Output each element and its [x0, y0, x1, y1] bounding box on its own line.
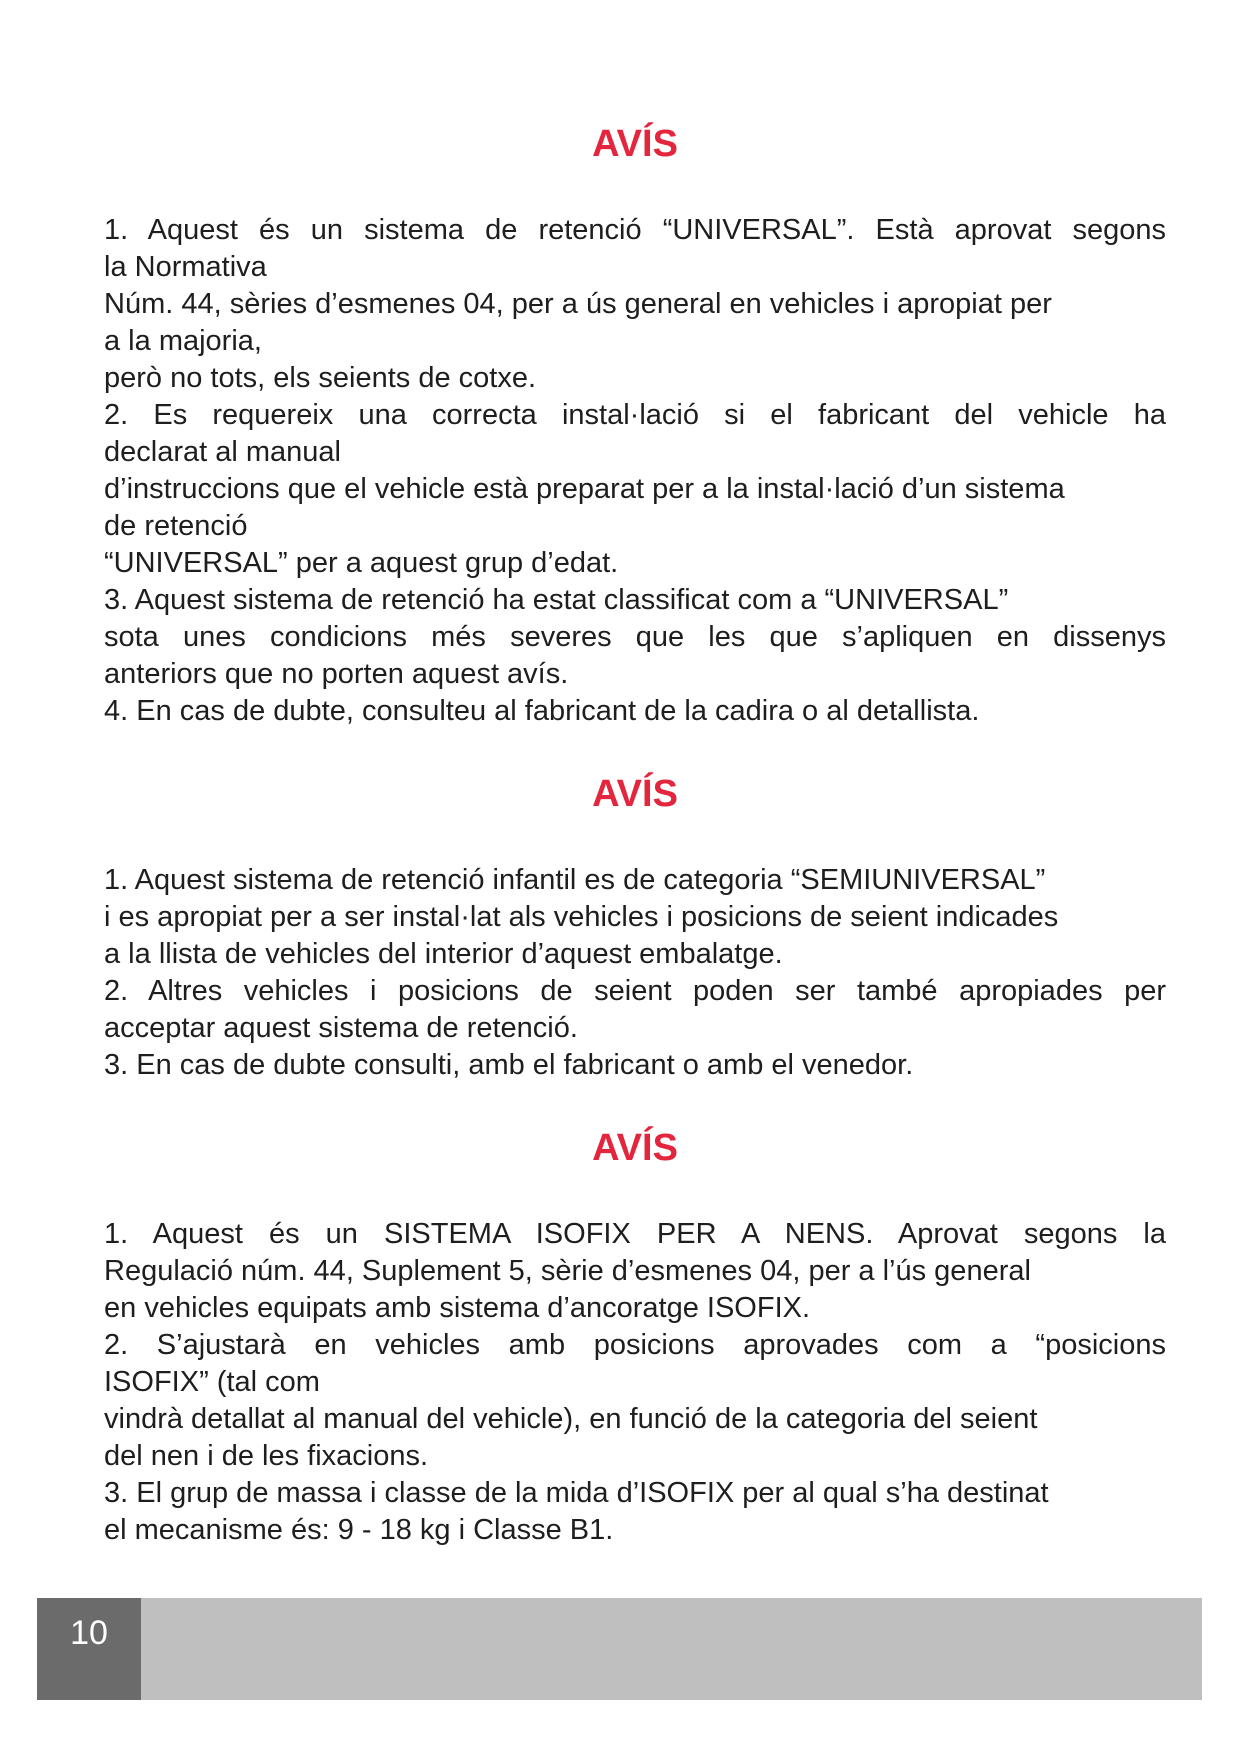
section-3-title: AVÍS: [592, 1127, 678, 1169]
text-line: el mecanisme és: 9 - 18 kg i Classe B1.: [104, 1514, 614, 1546]
text-line: 2. S’ajustarà en vehicles amb posicions aprovades com a “posicions: [104, 1329, 1166, 1361]
text-line: 1. Aquest sistema de retenció infantil es de categoria “SEMIUNIVERSAL”: [104, 864, 1046, 896]
text-line: acceptar aquest sistema de retenció.: [104, 1012, 578, 1044]
text-line: a la llista de vehicles del interior d’aquest embalatge.: [104, 938, 783, 970]
page-number: 10: [37, 1598, 141, 1700]
text-line: 3. En cas de dubte consulti, amb el fabricant o amb el venedor.: [104, 1049, 914, 1081]
text-line: 3. Aquest sistema de retenció ha estat classificat com a “UNIVERSAL”: [104, 584, 1009, 616]
text-line: vindrà detallat al manual del vehicle), en funció de la categoria del seient: [104, 1403, 1038, 1435]
text-line: i es apropiat per a ser instal·lat als vehicles i posicions de seient indicades: [104, 901, 1059, 933]
text-line: en vehicles equipats amb sistema d’ancoratge ISOFIX.: [104, 1292, 811, 1324]
text-line: d’instruccions que el vehicle està preparat per a la instal·lació d’un sistema: [104, 473, 1065, 505]
text-line: 1. Aquest és un SISTEMA ISOFIX PER A NENS. Aprovat segons la: [104, 1218, 1166, 1250]
text-line: 2. Altres vehicles i posicions de seient poden ser també apropiades per: [104, 975, 1166, 1007]
text-line: 1. Aquest és un sistema de retenció “UNIVERSAL”. Està aprovat segons: [104, 214, 1166, 246]
text-line: a la majoria,: [104, 325, 262, 357]
text-line: declarat al manual: [104, 436, 341, 468]
text-line: Núm. 44, sèries d’esmenes 04, per a ús general en vehicles i apropiat per: [104, 288, 1052, 320]
text-line: però no tots, els seients de cotxe.: [104, 362, 537, 394]
text-line: 3. El grup de massa i classe de la mida d’ISOFIX per al qual s’ha destinat: [104, 1477, 1049, 1509]
text-line: la Normativa: [104, 251, 267, 283]
document-body: [104, 118, 1166, 1549]
text-line: sota unes condicions més severes que les que s’apliquen en dissenys: [104, 621, 1166, 653]
text-line: de retenció: [104, 510, 248, 542]
text-line: anteriors que no porten aquest avís.: [104, 658, 569, 690]
section-2-title: AVÍS: [592, 773, 678, 815]
page-footer-bar: [37, 1598, 1202, 1700]
text-line: Regulació núm. 44, Suplement 5, sèrie d’esmenes 04, per a l’ús general: [104, 1255, 1031, 1287]
section-1-title: AVÍS: [592, 123, 678, 165]
text-line: ISOFIX” (tal com: [104, 1366, 320, 1398]
text-line: 2. Es requereix una correcta instal·lació si el fabricant del vehicle ha: [104, 399, 1166, 431]
text-line: del nen i de les fixacions.: [104, 1440, 429, 1472]
text-line: “UNIVERSAL” per a aquest grup d’edat.: [104, 547, 619, 579]
text-line: 4. En cas de dubte, consulteu al fabricant de la cadira o al detallista.: [104, 695, 980, 727]
